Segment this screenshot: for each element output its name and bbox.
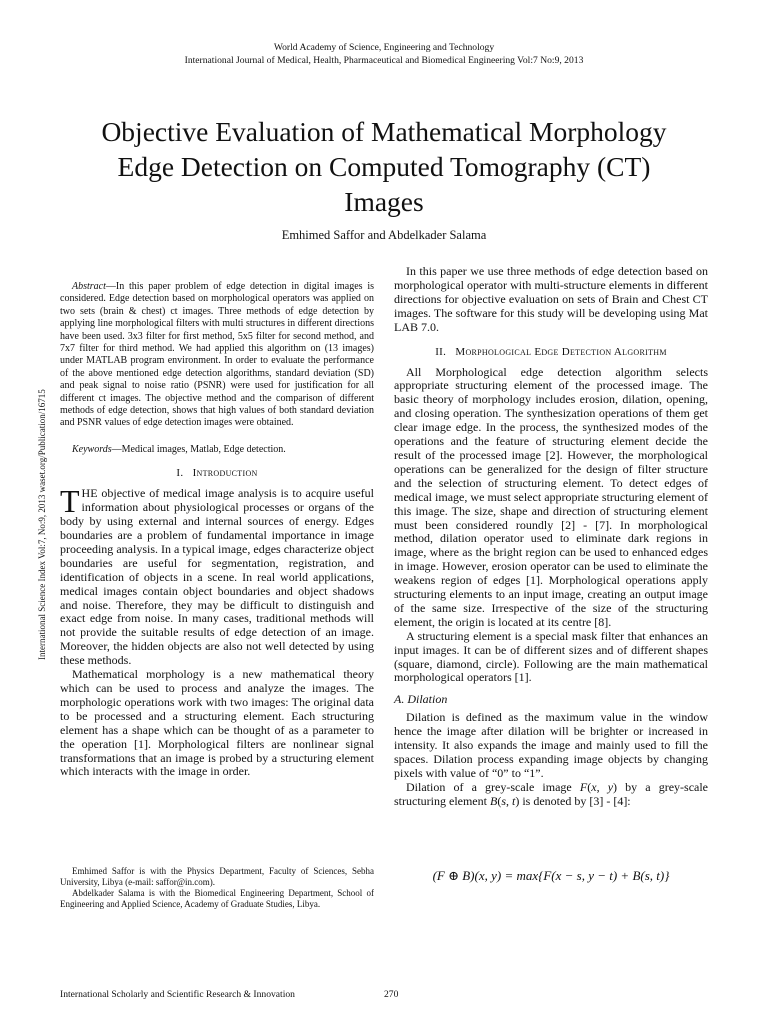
dil-text-d: ) by a grey-scale structuring element bbox=[394, 779, 709, 808]
keywords-text: Medical images, Matlab, Edge detection. bbox=[121, 443, 286, 455]
right-column bbox=[394, 265, 708, 809]
section-1-title: Introduction bbox=[192, 467, 258, 480]
intro-paragraph-1-text: HE objective of medical image analysis is to acquire useful information about physiological processes or organs of the body by using external and internal sources of energy. Edges boundaries are a problem of fundamental importance in image proceeding analysis. In a typical image, edges characterize object boundaries are useful for segmentation, registration, and identification of objects in a scene. In real world applications, medical images contain object boundaries and object shadows and noise. Therefore, they may be difficult to distinguish and exact edge from noise. In many cases, traditional methods will not provide the suitable results of edge detection of an image. Moreover, the hidden objects are also not well detected by using these methods. bbox=[60, 486, 374, 668]
morph-paragraph-1: All Morphological edge detection algorithm selects appropriate structuring element of the processed image. The basic theory of morphology includes erosion, dilation, opening, and closing operation. The synthesization operations of them get clear image edge. In the process, the synthesized modes of the operations and the feature of structuring element decide the result of the processed image [2]. However, the morphological operations can be generalized for the design of filter structure and the selection of structuring element. To detect edges of medical image, we must select appropriate structuring element of this image. The size, shape and direction of structuring element must been considered roundly [2] - [7]. In morphological method, dilation operator used to eliminate dark regions in image, where as the bright region can be used to enhanced edges in image. However, erosion operator can be used to eliminate the weakens region of edges [1]. Morphological operations apply structuring elements to an input image, creating an output image of the same size. Irrespective of the size of the structuring element, the origin is located at its centre [8]. bbox=[394, 364, 708, 629]
subsection-dilation-heading: A. Dilation bbox=[394, 692, 448, 707]
dil-text-b: ( bbox=[587, 779, 592, 794]
dil-text-f: , bbox=[506, 793, 512, 808]
intro-paragraph-1 bbox=[60, 483, 374, 668]
dil-text-e: ( bbox=[497, 793, 502, 808]
dil-var-t: t bbox=[512, 793, 516, 808]
dil-text-g: ) is denoted by [3] - [4]: bbox=[515, 793, 631, 808]
paper-authors: Emhimed Saffor and Abdelkader Salama bbox=[281, 228, 487, 242]
section-2-title: Morphological Edge Detection Algorithm bbox=[455, 345, 667, 358]
abstract-text: In this paper problem of edge detection in digital images is considered. Edge detection based on morphological operators was applied on two sets (brain & chest) ct images. Three methods of edge detection by applying line morphological filters with multi structures in different directions have been used. 3x3 filter for first method, 5x5 filter for second method, and 7x7 filter for third method. We had applied this algorithm on (13 images) under MATLAB program environment. In order to evaluate the performance of the above mentioned edge detection algorithms, standard deviation (SD) and peak signal to noise ratio (PSNR) were used for justification for all different ct images. The objective method and the comparison of different methods of edge detection, shows that high values of both standard deviation and PSNR values of edge detection images were obtained. bbox=[60, 281, 374, 429]
dil-var-x: x bbox=[591, 779, 597, 794]
journal-header bbox=[0, 41, 768, 67]
page-number: 270 bbox=[384, 989, 399, 1000]
header-line-2: International Journal of Medical, Health, Pharmaceutical and Biomedical Engineering Vol:7 No:9, 2013 bbox=[184, 55, 584, 66]
dil-var-b: B bbox=[489, 793, 498, 808]
abstract-label: Abstract bbox=[72, 281, 106, 292]
dilation-paragraph-1: Dilation is defined as the maximum value in the window hence the image after dilation will be brighter or increased in intensity. It also expands the image and mainly used to fill the spaces. Dilation process expanding image objects by changing pixels with value of “0” to “1”. bbox=[394, 710, 708, 780]
abstract bbox=[60, 281, 374, 430]
dil-text-c: , bbox=[596, 779, 608, 794]
keywords bbox=[60, 444, 374, 456]
keywords-dash: — bbox=[111, 443, 122, 455]
footnote-2: Abdelkader Salama is with the Biomedical Engineering Department, School of Engineering and Applied Science, Academy of Graduate Studies, Libya. bbox=[60, 888, 374, 909]
section-1-number: I. bbox=[176, 467, 184, 480]
dilation-equation: (F ⊕ B)(x, y) = max{F(x − s, y − t) + B(s, t)} bbox=[432, 868, 670, 883]
keywords-label: Keywords bbox=[72, 443, 112, 455]
footer-publisher: International Scholarly and Scientific Research & Innovation bbox=[60, 989, 295, 1000]
morph-paragraph-2: A structuring element is a special mask filter that enhances an input images. It can be of different sizes and of different shapes (square, diamond, circle). Following are the main mathematical morphological operators [1]. bbox=[394, 628, 708, 685]
section-2-heading bbox=[394, 346, 708, 358]
left-column bbox=[60, 265, 374, 779]
dil-var-y: y bbox=[607, 779, 614, 794]
section-1-heading bbox=[60, 467, 374, 479]
footnote-1: Emhimed Saffor is with the Physics Department, Faculty of Sciences, Sebha University, Libya (e-mail: saffor@in.com). bbox=[60, 866, 374, 887]
intro-paragraph-2: Mathematical morphology is a new mathematical theory which can be used to process and analyze the images. The morphologic operations work with two images: The original data to be processed and a structuring element. Each structuring element has a shape which can be thought of as a parameter to the operation [1]. Morphological filters are nonlinear signal transformations that an image is probed by a structuring element which interacts with the image in order. bbox=[60, 667, 374, 779]
abstract-dash: — bbox=[105, 281, 116, 292]
sidebar-citation: International Science Index Vol:7, No:9, 2013 waset.org/Publication/16715 bbox=[37, 389, 47, 660]
author-footnote bbox=[60, 866, 374, 910]
paper-title: Objective Evaluation of Mathematical Morphology Edge Detection on Computed Tomography (CT) Images bbox=[101, 116, 667, 217]
header-line-1: World Academy of Science, Engineering and Technology bbox=[273, 42, 495, 53]
dropcap: T bbox=[60, 483, 80, 520]
dil-var-s: s bbox=[501, 793, 506, 808]
section-2-number: II. bbox=[435, 345, 447, 358]
dil-var-f: F bbox=[579, 779, 588, 794]
right-paragraph-0: In this paper we use three methods of edge detection based on morphological operator with multi-structure elements in different directions for objective evaluation on sets of Brain and Chest CT images. The software for this study will be developing using Mat LAB 7.0. bbox=[394, 264, 708, 334]
dil-text-a: Dilation of a grey-scale image bbox=[406, 779, 580, 794]
dilation-paragraph-2 bbox=[394, 781, 708, 809]
